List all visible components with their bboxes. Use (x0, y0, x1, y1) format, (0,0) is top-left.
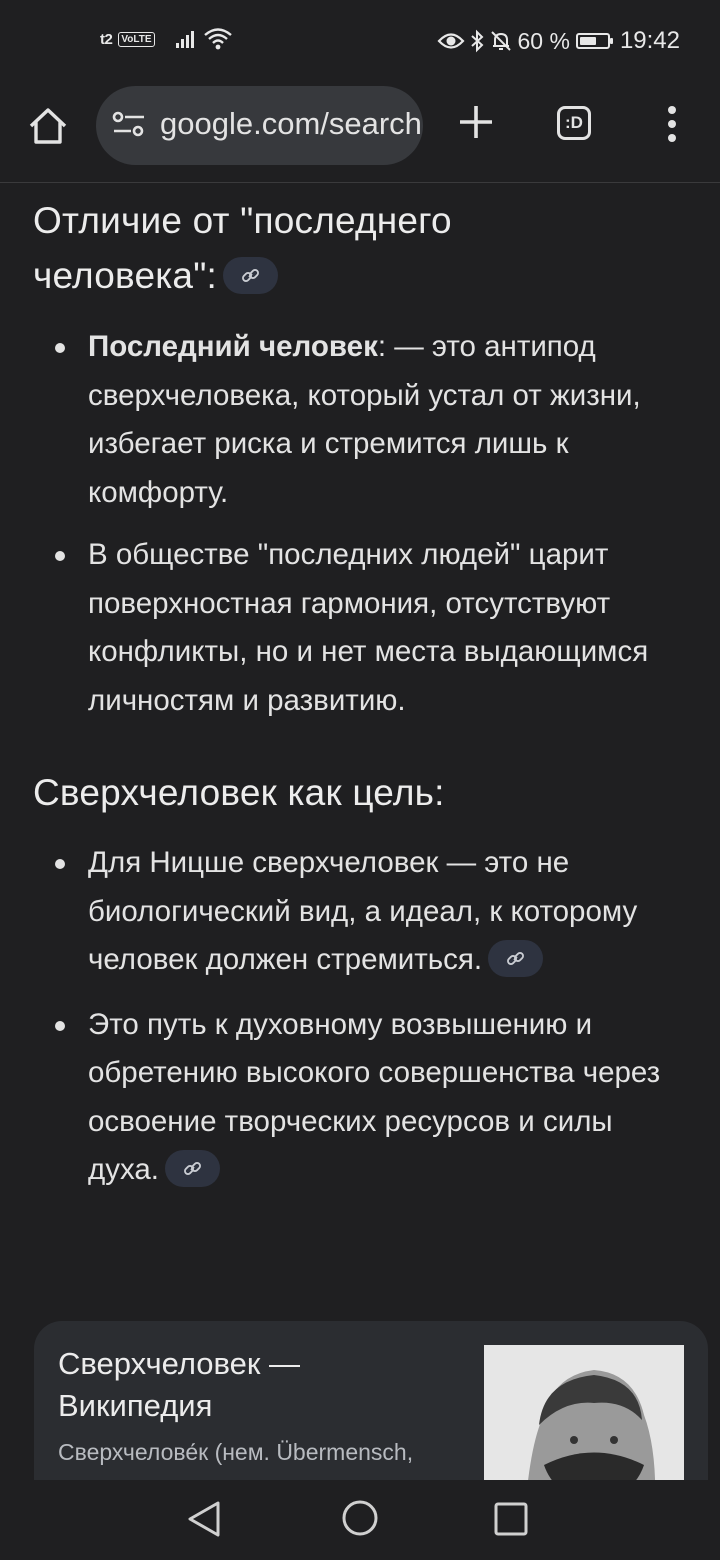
item-text: : — это антипод сверхчеловека, который устал от жизни, избегает риска и стремится лишь к комфорту. (88, 330, 641, 509)
battery-percent: 60 % (517, 27, 570, 54)
wifi-icon (203, 27, 233, 51)
recents-icon[interactable] (494, 1502, 528, 1536)
back-icon[interactable] (186, 1500, 222, 1538)
home-icon[interactable] (26, 104, 70, 148)
item-text: Для Ницше сверхчеловек — это не биологический вид, а идеал, к которому человек должен стремиться. (88, 846, 638, 976)
volte-badge: VoLTE (118, 32, 154, 47)
battery-icon (576, 33, 610, 49)
status-right (438, 27, 681, 55)
battery-fill (580, 37, 596, 45)
list-item (0, 1001, 720, 1195)
heading-text: Отличие от "последнего человека": (33, 200, 452, 296)
item-text: В обществе "последних людей" царит поверхностная гармония, отсутствуют конфликты, но и нет места выдающимся личностям и развитию. (88, 538, 649, 717)
list-item (0, 531, 720, 725)
status-bar (0, 0, 720, 84)
link-icon (241, 266, 260, 285)
term-bold: Последний человек (88, 330, 378, 363)
item-text: Это путь к духовному возвышению и обретению высокого совершенства через освоение творческих ресурсов и силы духа. (88, 1007, 661, 1186)
new-tab-icon[interactable] (456, 102, 496, 142)
system-navigation-bar (0, 1480, 720, 1560)
clock: 19:42 (619, 27, 680, 54)
card-snippet: Сверхчелове́к (нем. Übermensch, (58, 1439, 414, 1465)
more-menu-icon[interactable] (660, 104, 684, 144)
browser-toolbar (0, 84, 720, 183)
signal-icon (175, 30, 197, 48)
card-title[interactable]: Сверхчеловек — Википедия (58, 1346, 301, 1423)
bullet-list (0, 839, 720, 1195)
link-icon (183, 1159, 202, 1178)
list-item (0, 839, 720, 985)
list-item (0, 323, 720, 517)
eye-icon (438, 31, 464, 51)
page-content (0, 183, 720, 1480)
tab-switcher-label: :D (565, 113, 583, 132)
section-heading (33, 193, 593, 303)
url-text[interactable]: google.com/search (160, 106, 422, 141)
home-nav-icon[interactable] (340, 1498, 380, 1538)
site-settings-icon[interactable] (112, 110, 146, 140)
section-heading: Сверхчеловек как цель: (33, 772, 445, 813)
bullet-list (0, 323, 720, 725)
address-bar[interactable] (96, 86, 423, 165)
bluetooth-icon (470, 30, 484, 52)
status-left (100, 27, 233, 51)
source-link-chip[interactable] (165, 1150, 220, 1187)
mute-icon (490, 30, 512, 52)
tab-switcher-button[interactable] (557, 106, 591, 140)
source-link-chip[interactable] (488, 940, 543, 977)
source-link-chip[interactable] (223, 257, 278, 294)
link-icon (506, 949, 525, 968)
carrier-label: t2 (100, 30, 113, 48)
